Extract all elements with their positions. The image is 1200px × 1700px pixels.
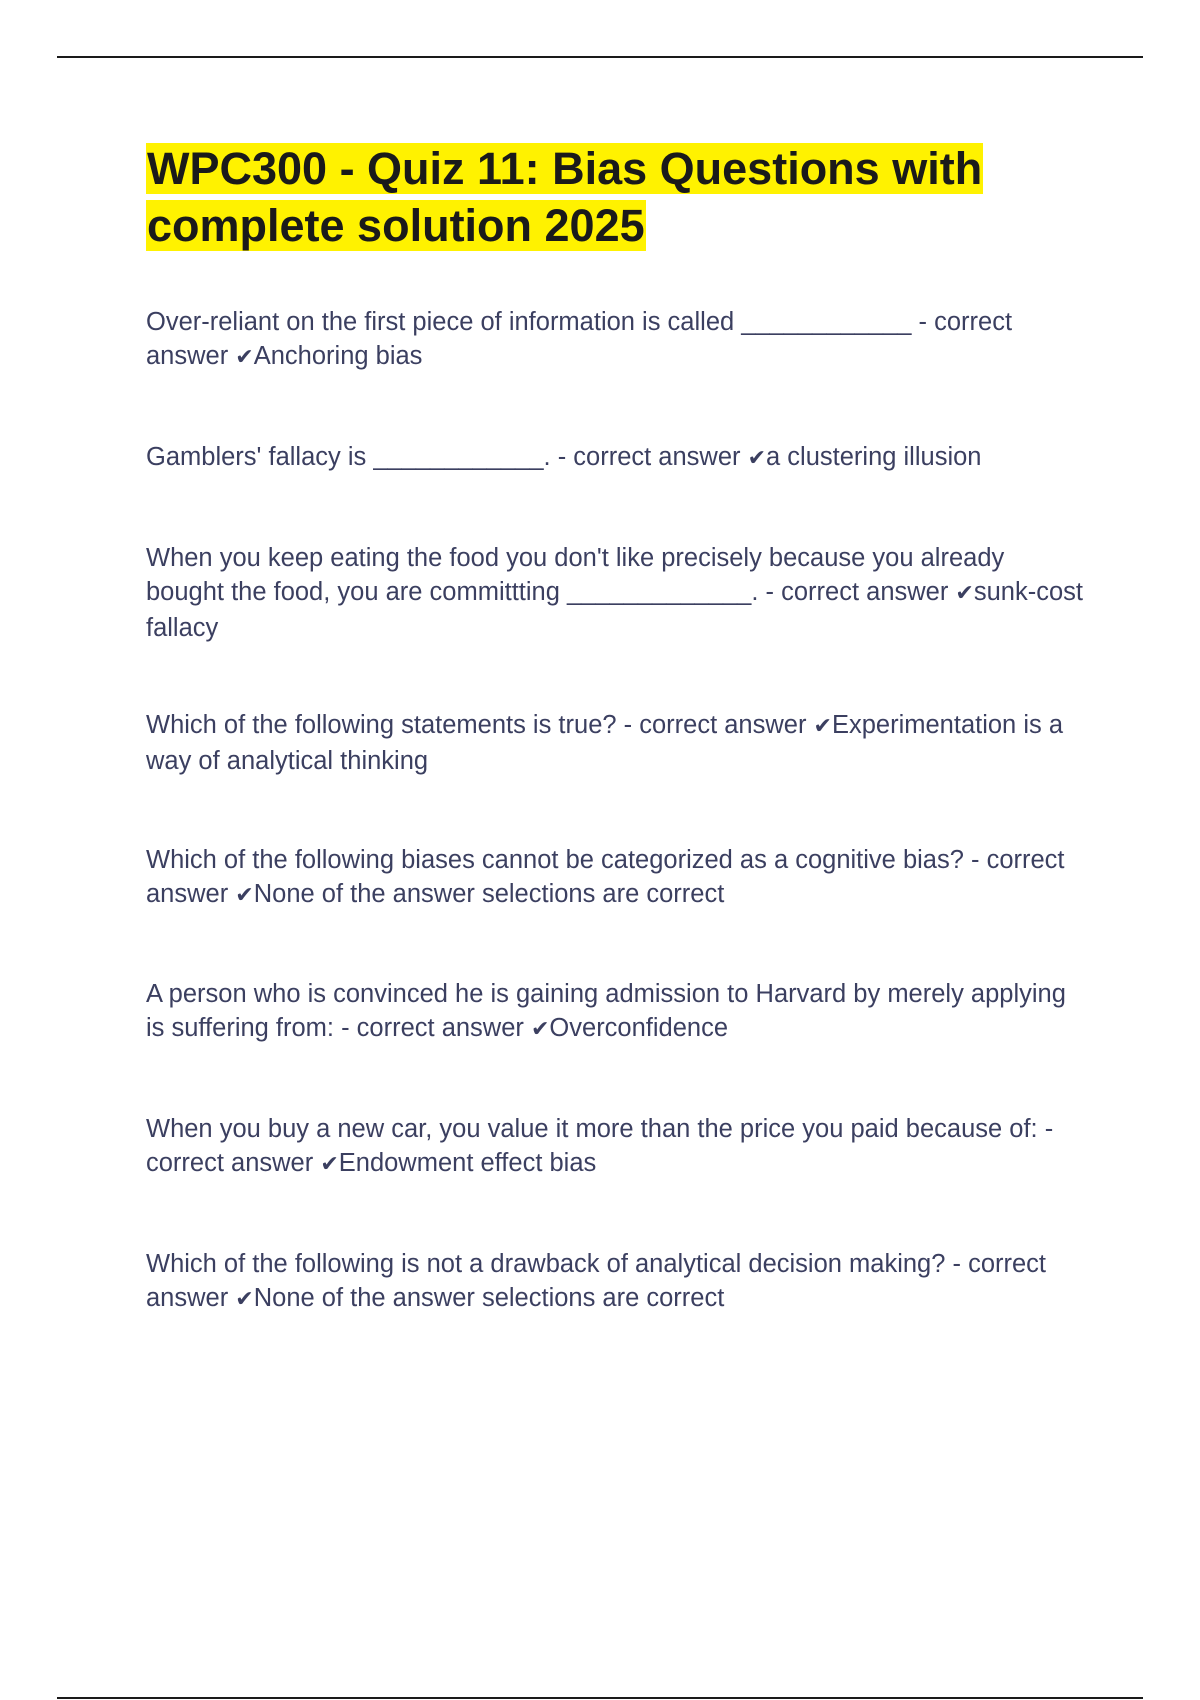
- answer-text: Anchoring bias: [253, 342, 423, 370]
- question-text: When you buy a new car, you value it more than the price you paid because of:: [146, 1115, 1038, 1143]
- qa-item-6: [146, 977, 1086, 1047]
- correct-answer-label: - correct answer: [758, 578, 956, 606]
- question-text: Which of the following statements is true?: [146, 711, 617, 739]
- answer-text: a clustering illusion: [766, 443, 982, 471]
- check-icon: ✔: [235, 1287, 254, 1312]
- qa-item-3: [146, 541, 1086, 645]
- correct-answer-label: - correct answer: [550, 443, 748, 471]
- check-icon: ✔: [530, 1017, 550, 1042]
- document-body: [146, 140, 1086, 1312]
- check-icon: ✔: [813, 714, 832, 739]
- qa-item-8: [146, 1247, 1086, 1317]
- question-text: Which of the following biases cannot be categorized as a cognitive bias?: [146, 846, 964, 874]
- qa-item-5: [146, 843, 1086, 913]
- check-icon: ✔: [955, 581, 974, 606]
- answer-text: Endowment effect bias: [338, 1149, 597, 1177]
- answer-text: Overconfidence: [549, 1014, 729, 1042]
- qa-item-4: [146, 708, 1086, 778]
- question-text: Which of the following is not a drawback of analytical decision making?: [146, 1250, 946, 1278]
- correct-answer-label: - correct answer: [334, 1014, 531, 1042]
- correct-answer-label: - correct answer: [146, 1250, 1047, 1312]
- qa-item-1: [146, 305, 1086, 375]
- check-icon: ✔: [320, 1152, 339, 1177]
- question-text: Over-reliant on the first piece of information is called ____________: [146, 308, 912, 336]
- top-rule: [57, 56, 1143, 58]
- correct-answer-label: - correct answer: [616, 711, 814, 739]
- bottom-rule: [57, 1697, 1143, 1699]
- qa-item-7: [146, 1112, 1086, 1182]
- check-icon: ✔: [235, 345, 254, 370]
- answer-text: None of the answer selections are correct: [253, 880, 725, 908]
- title-highlight: WPC300 - Quiz 11: Bias Questions with complete solution 2025: [147, 143, 983, 251]
- correct-answer-label: - correct answer: [146, 308, 1013, 370]
- check-icon: ✔: [235, 883, 254, 908]
- document-title: [146, 140, 1086, 254]
- answer-text: Experimentation is a way of analytical thinking: [146, 711, 1064, 775]
- question-text: When you keep eating the food you don't like precisely because you already bought the food, you are committting _____________.: [146, 544, 1005, 606]
- qa-item-2: [146, 440, 1086, 476]
- question-text: A person who is convinced he is gaining admission to Harvard by merely applying is suffering from:: [146, 980, 1066, 1042]
- answer-text: sunk-cost fallacy: [146, 578, 1083, 642]
- correct-answer-label: - correct answer: [146, 846, 1065, 908]
- check-icon: ✔: [747, 446, 767, 471]
- answer-text: None of the answer selections are correct: [253, 1284, 725, 1312]
- correct-answer-label: - correct answer: [146, 1115, 1054, 1177]
- question-text: Gamblers' fallacy is ____________.: [146, 443, 551, 471]
